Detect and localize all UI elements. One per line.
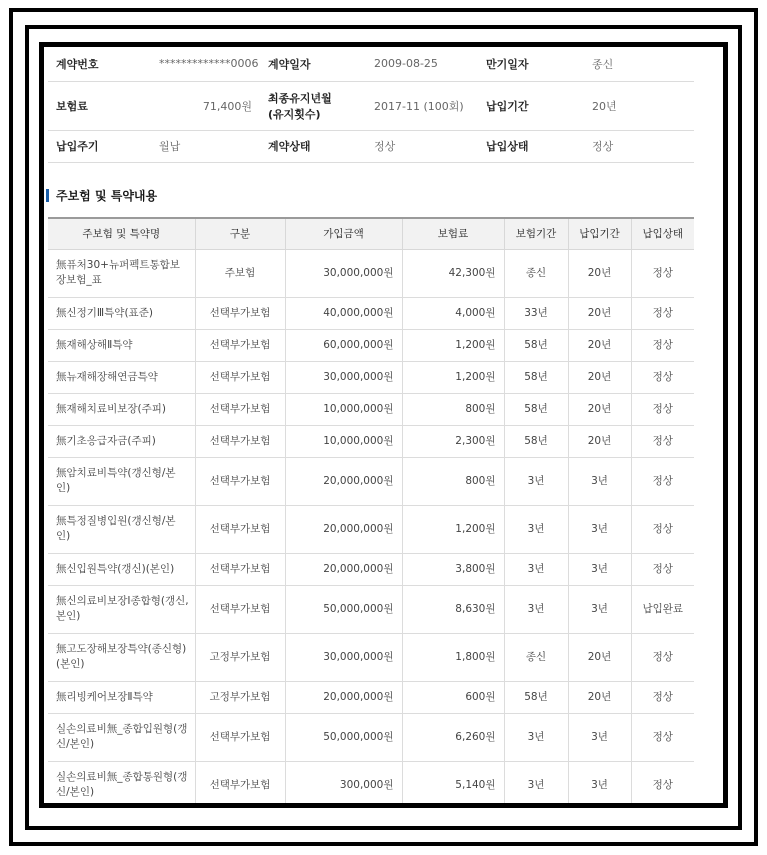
table-row — [48, 425, 694, 457]
table-row — [48, 457, 694, 505]
rider-amount: 20,000,000원 — [285, 505, 402, 553]
rider-premium: 800원 — [402, 457, 504, 505]
rider-amount: 50,000,000원 — [285, 713, 402, 761]
rider-name: 실손의료비無_종합통원형(갱신/본인) — [48, 761, 195, 808]
rider-amount: 20,000,000원 — [285, 681, 402, 713]
rider-premium: 6,260원 — [402, 713, 504, 761]
rider-pay-status: 정상 — [631, 713, 694, 761]
rider-insurance-period: 3년 — [504, 505, 568, 553]
rider-insurance-period: 33년 — [504, 297, 568, 329]
header-premium: 보험료 — [402, 218, 504, 250]
rider-premium: 1,200원 — [402, 361, 504, 393]
rider-type: 선택부가보험 — [195, 761, 285, 808]
rider-premium: 600원 — [402, 681, 504, 713]
contract-no-label: 계약번호 — [48, 47, 151, 81]
maturity-value: 종신 — [584, 47, 694, 81]
rider-type: 선택부가보험 — [195, 425, 285, 457]
rider-amount: 30,000,000원 — [285, 361, 402, 393]
table-row — [48, 505, 694, 553]
table-row — [48, 329, 694, 361]
rider-insurance-period: 3년 — [504, 585, 568, 633]
rider-pay-period: 3년 — [568, 505, 631, 553]
rider-insurance-period: 3년 — [504, 553, 568, 585]
rider-type: 고정부가보험 — [195, 633, 285, 681]
rider-insurance-period: 3년 — [504, 457, 568, 505]
content-frame — [39, 42, 728, 808]
rider-amount: 30,000,000원 — [285, 633, 402, 681]
rider-premium: 1,200원 — [402, 329, 504, 361]
rider-amount: 20,000,000원 — [285, 553, 402, 585]
rider-pay-status: 납입완료 — [631, 585, 694, 633]
rider-premium: 5,140원 — [402, 761, 504, 808]
rider-type: 선택부가보험 — [195, 713, 285, 761]
rider-name: 無신입원특약(갱신)(본인) — [48, 553, 195, 585]
rider-pay-status: 정상 — [631, 457, 694, 505]
pay-cycle-value: 월납 — [151, 130, 260, 162]
section-title: 주보험 및 특약내용 — [56, 188, 158, 203]
premium-label: 보험료 — [48, 81, 151, 130]
header-pay-period: 납입기간 — [568, 218, 631, 250]
rider-insurance-period: 58년 — [504, 361, 568, 393]
rider-pay-status: 정상 — [631, 761, 694, 808]
rider-premium: 2,300원 — [402, 425, 504, 457]
rider-name: 無재해치료비보장(주피) — [48, 393, 195, 425]
rider-type: 선택부가보험 — [195, 297, 285, 329]
table-row — [48, 553, 694, 585]
header-rider-name: 주보험 및 특약명 — [48, 218, 195, 250]
rider-amount: 10,000,000원 — [285, 425, 402, 457]
rider-insurance-period: 3년 — [504, 713, 568, 761]
header-insurance-period: 보험기간 — [504, 218, 568, 250]
rider-name: 실손의료비無_종합입원형(갱신/본인) — [48, 713, 195, 761]
contract-panel — [48, 47, 694, 808]
last-pay-value: 2017-11 (100회) — [366, 81, 478, 130]
rider-insurance-period: 58년 — [504, 681, 568, 713]
rider-pay-status: 정상 — [631, 681, 694, 713]
rider-type: 고정부가보험 — [195, 681, 285, 713]
summary-row — [48, 81, 694, 130]
rider-pay-period: 20년 — [568, 249, 631, 297]
contract-date-label: 계약일자 — [260, 47, 366, 81]
contract-status-value: 정상 — [366, 130, 478, 162]
summary-row — [48, 130, 694, 162]
rider-pay-status: 정상 — [631, 553, 694, 585]
section-marker-icon — [46, 189, 49, 202]
table-row — [48, 633, 694, 681]
rider-name: 無기초응급자금(주피) — [48, 425, 195, 457]
rider-pay-status: 정상 — [631, 329, 694, 361]
rider-pay-period: 20년 — [568, 297, 631, 329]
rider-premium: 1,800원 — [402, 633, 504, 681]
section-header — [48, 177, 694, 217]
rider-pay-period: 3년 — [568, 553, 631, 585]
rider-pay-period: 3년 — [568, 713, 631, 761]
summary-row — [48, 47, 694, 81]
rider-pay-status: 정상 — [631, 297, 694, 329]
table-row — [48, 585, 694, 633]
rider-premium: 3,800원 — [402, 553, 504, 585]
rider-insurance-period: 종신 — [504, 633, 568, 681]
pay-status-label: 납입상태 — [478, 130, 584, 162]
pay-period-label: 납입기간 — [478, 81, 584, 130]
rider-premium: 4,000원 — [402, 297, 504, 329]
rider-pay-period: 20년 — [568, 329, 631, 361]
rider-name: 無퓨처30+뉴퍼펙트통합보장보험_표 — [48, 249, 195, 297]
rider-insurance-period: 58년 — [504, 329, 568, 361]
rider-table — [48, 217, 694, 809]
rider-name: 無리빙케어보장Ⅱ특약 — [48, 681, 195, 713]
rider-amount: 40,000,000원 — [285, 297, 402, 329]
last-pay-label-line1: 최종유지년월 — [268, 91, 332, 105]
rider-pay-status: 정상 — [631, 633, 694, 681]
rider-name: 無특정질병입원(갱신형/본인) — [48, 505, 195, 553]
rider-pay-period: 20년 — [568, 393, 631, 425]
rider-name: 無고도장해보장특약(종신형)(본인) — [48, 633, 195, 681]
rider-name: 無재해상해Ⅱ특약 — [48, 329, 195, 361]
rider-insurance-period: 종신 — [504, 249, 568, 297]
maturity-label: 만기일자 — [478, 47, 584, 81]
rider-amount: 10,000,000원 — [285, 393, 402, 425]
table-row — [48, 297, 694, 329]
table-row — [48, 361, 694, 393]
rider-pay-status: 정상 — [631, 249, 694, 297]
rider-amount: 20,000,000원 — [285, 457, 402, 505]
contract-no-value: *************0006 — [151, 47, 260, 81]
rider-type: 선택부가보험 — [195, 553, 285, 585]
table-row — [48, 713, 694, 761]
rider-premium: 8,630원 — [402, 585, 504, 633]
rider-name: 無암치료비특약(갱신형/본인) — [48, 457, 195, 505]
rider-type: 선택부가보험 — [195, 393, 285, 425]
rider-pay-period: 20년 — [568, 681, 631, 713]
pay-cycle-label: 납입주기 — [48, 130, 151, 162]
rider-amount: 60,000,000원 — [285, 329, 402, 361]
table-row — [48, 393, 694, 425]
rider-premium: 1,200원 — [402, 505, 504, 553]
rider-name: 無뉴재해장해연금특약 — [48, 361, 195, 393]
rider-pay-period: 20년 — [568, 425, 631, 457]
table-row — [48, 249, 694, 297]
rider-pay-status: 정상 — [631, 393, 694, 425]
rider-insurance-period: 58년 — [504, 393, 568, 425]
rider-type: 선택부가보험 — [195, 457, 285, 505]
rider-type: 선택부가보험 — [195, 505, 285, 553]
rider-name: 無신의료비보장Ⅰ종합형(갱신,본인) — [48, 585, 195, 633]
rider-header-row — [48, 218, 694, 250]
rider-pay-period: 3년 — [568, 457, 631, 505]
premium-value: 71,400원 — [151, 81, 260, 130]
rider-pay-status: 정상 — [631, 505, 694, 553]
header-type: 구분 — [195, 218, 285, 250]
rider-pay-status: 정상 — [631, 361, 694, 393]
rider-amount: 30,000,000원 — [285, 249, 402, 297]
rider-insurance-period: 3년 — [504, 761, 568, 808]
contract-status-label: 계약상태 — [260, 130, 366, 162]
rider-amount: 300,000원 — [285, 761, 402, 808]
pay-status-value: 정상 — [584, 130, 694, 162]
contract-summary-table — [48, 47, 694, 163]
rider-pay-status: 정상 — [631, 425, 694, 457]
header-coverage-amount: 가입금액 — [285, 218, 402, 250]
rider-pay-period: 3년 — [568, 585, 631, 633]
last-pay-label — [260, 81, 366, 130]
rider-insurance-period: 58년 — [504, 425, 568, 457]
rider-premium: 800원 — [402, 393, 504, 425]
header-pay-status: 납입상태 — [631, 218, 694, 250]
table-row — [48, 681, 694, 713]
rider-pay-period: 20년 — [568, 633, 631, 681]
rider-type: 선택부가보험 — [195, 585, 285, 633]
rider-pay-period: 3년 — [568, 761, 631, 808]
rider-premium: 42,300원 — [402, 249, 504, 297]
last-pay-label-line2: (유지횟수) — [268, 107, 321, 121]
contract-date-value: 2009-08-25 — [366, 47, 478, 81]
rider-pay-period: 20년 — [568, 361, 631, 393]
rider-type: 주보험 — [195, 249, 285, 297]
rider-name: 無신정기Ⅲ특약(표준) — [48, 297, 195, 329]
rider-amount: 50,000,000원 — [285, 585, 402, 633]
table-row — [48, 761, 694, 808]
pay-period-value: 20년 — [584, 81, 694, 130]
rider-type: 선택부가보험 — [195, 361, 285, 393]
rider-type: 선택부가보험 — [195, 329, 285, 361]
